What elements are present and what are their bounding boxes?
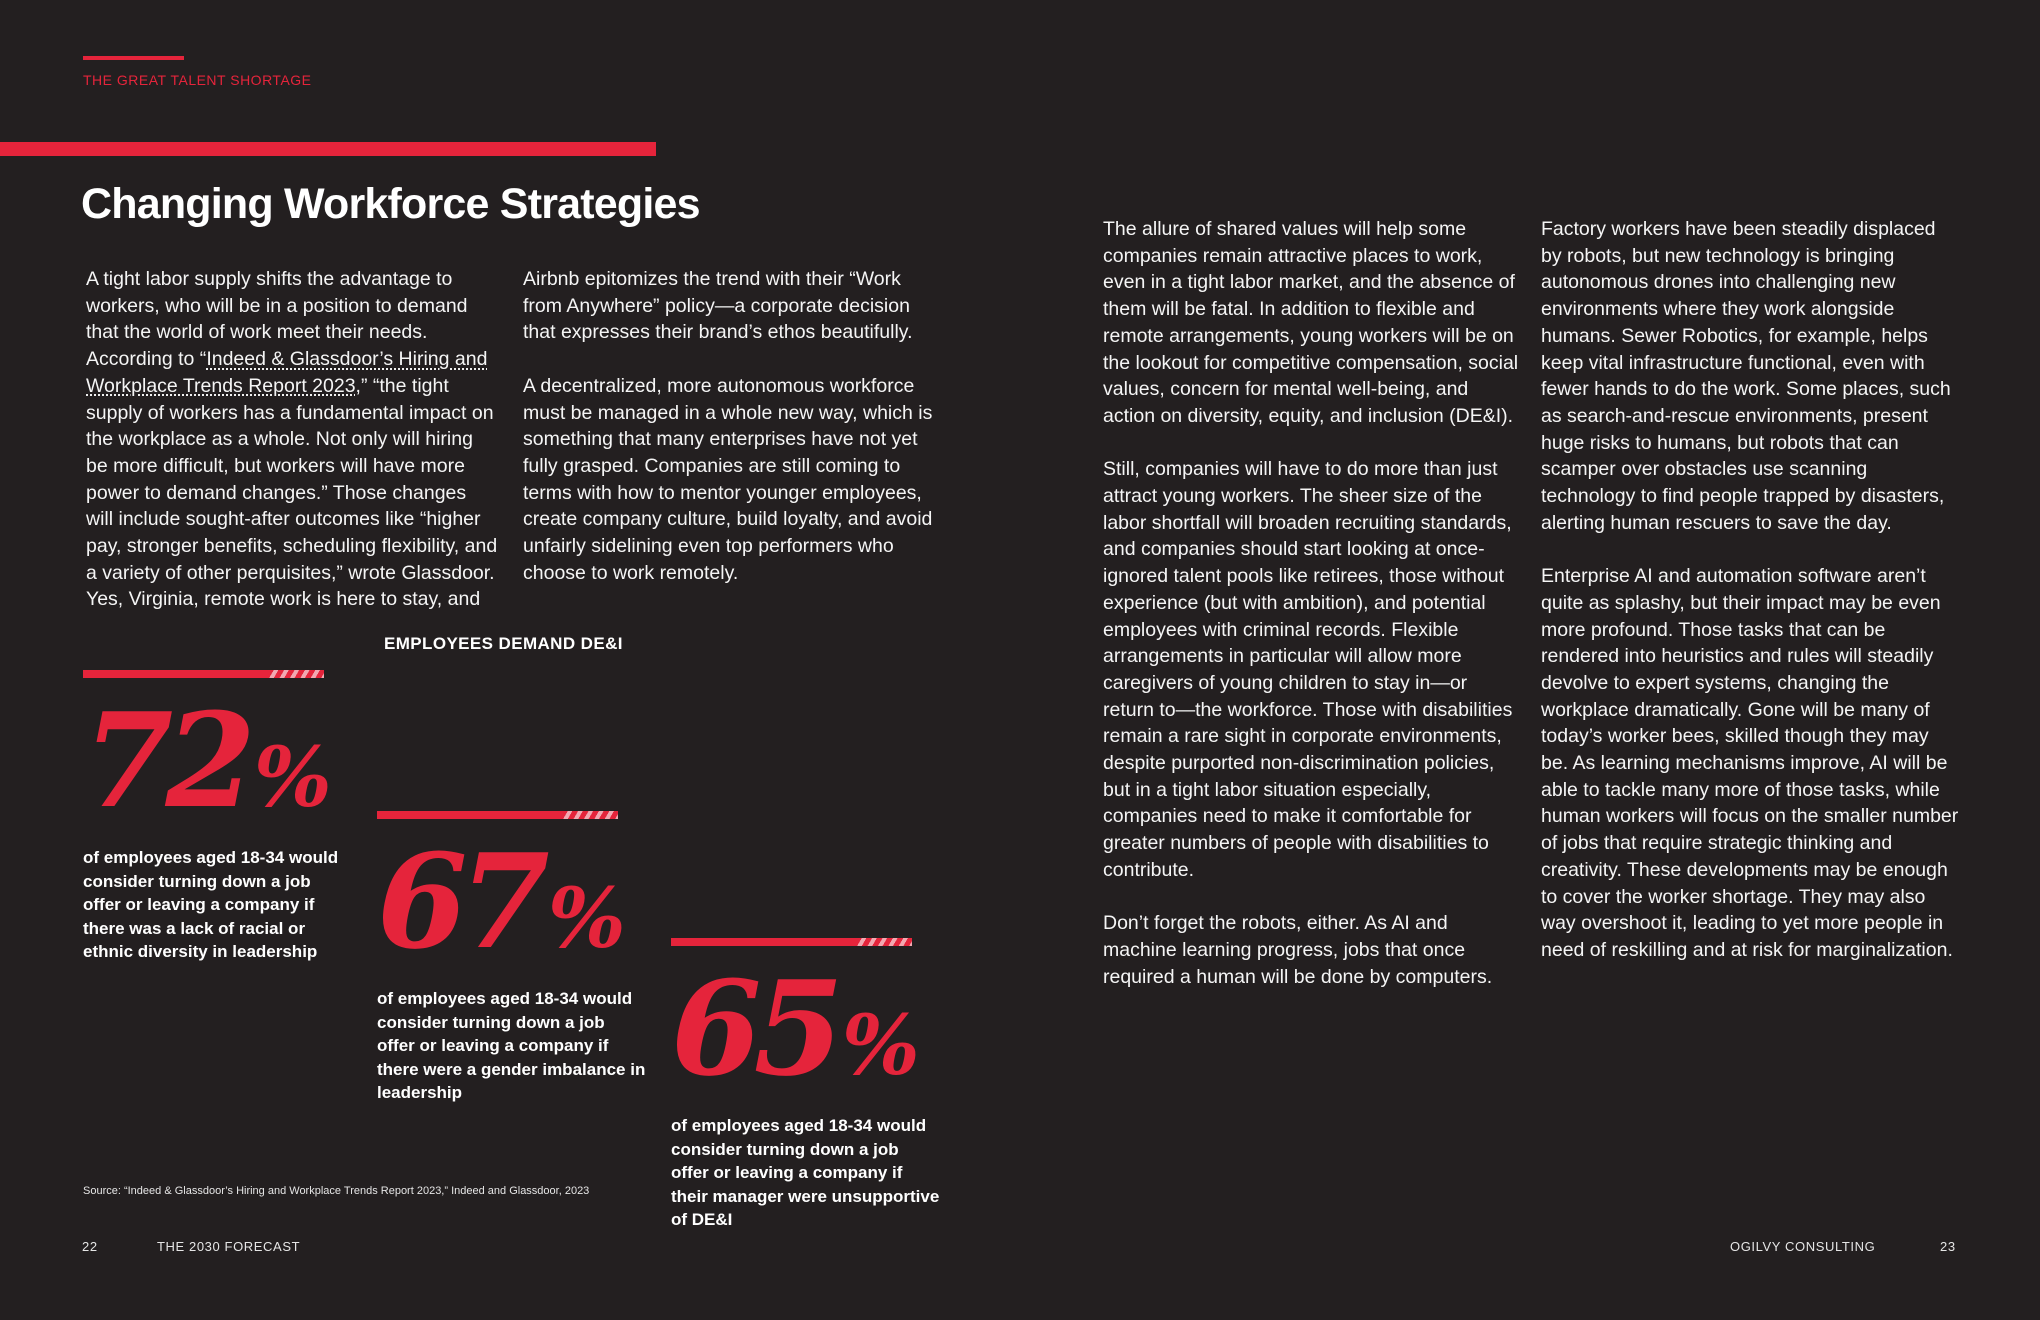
paragraph-text: ,” “the tight supply of workers has a fundamental impact on the workplace as a whole. Not only will hiring be more difficult, but workers will have more power to demand changes.” Those changes will include sought-after outcomes like “higher pay, stronger benefits, scheduling flexibility, and a variety of other perquisites,” wrote Glassdoor. Yes, Virginia, remote work is here to stay, and <box>86 374 498 611</box>
body-column-1 <box>86 266 498 613</box>
stat-72 <box>83 670 353 964</box>
paragraph: Airbnb epitomizes the trend with their “Work from Anywhere” policy—a corporate decision that expresses their brand’s ethos beautifully. <box>523 268 913 344</box>
page-number-right: 23 <box>1940 1239 1956 1254</box>
stat-number: 65 <box>671 952 836 1105</box>
stat-65 <box>671 938 941 1232</box>
paragraph: A decentralized, more autonomous workforce must be managed in a whole new way, which is something that many enterprises have not yet fully grasped. Companies are still coming to terms with how to mentor younger employees, create company culture, build loyalty, and avoid unfairly sidelining even top performers who choose to work remotely. <box>523 374 933 584</box>
chart-title: EMPLOYEES DEMAND DE&I <box>384 634 623 653</box>
section-label: THE GREAT TALENT SHORTAGE <box>83 72 312 88</box>
report-link[interactable]: Indeed & Glassdoor’s Hiring and Workplace Trends Report 2023 <box>86 348 488 397</box>
percent-sign: % <box>841 998 918 1094</box>
stat-67 <box>377 811 647 1105</box>
percent-sign: % <box>253 730 330 826</box>
stat-label: of employees aged 18-34 would consider turning down a job offer or leaving a company if there was a lack of racial or ethnic diversity in leadership <box>83 848 339 961</box>
publication-name-left: THE 2030 FORECAST <box>157 1239 301 1254</box>
section-rule <box>83 56 184 60</box>
stat-rule <box>377 811 618 819</box>
body-column-4 <box>1541 216 1961 964</box>
source-note: Source: “Indeed & Glassdoor’s Hiring and Workplace Trends Report 2023,” Indeed and Glassdoor, 2023 <box>83 1185 590 1197</box>
title-rule <box>0 142 656 156</box>
publication-name-right: OGILVY CONSULTING <box>1730 1239 1876 1254</box>
body-column-3 <box>1103 216 1523 990</box>
page-title: Changing Workforce Strategies <box>81 180 700 228</box>
paragraph: Enterprise AI and automation software aren’t quite as splashy, but their impact may be even more profound. Those tasks that can be rendered into heuristics and rules will steadily devolve to expert systems, changing the workplace dramatically. Gone will be many of today’s worker bees, skilled though they may be. As learning mechanisms improve, AI will be able to tackle many more of those tasks, while human workers will focus on the smaller number of jobs that require strategic thinking and creativity. These developments may be enough to cover the worker shortage. They may also way overshoot it, leading to yet more people in need of reskilling and at risk for marginalization. <box>1541 565 1959 961</box>
paragraph <box>86 266 498 613</box>
stat-value <box>377 825 647 978</box>
stat-label: of employees aged 18-34 would consider turning down a job offer or leaving a company if their manager were unsupportive of DE&I <box>671 1116 940 1229</box>
paragraph-text: A tight labor supply shifts the advantage to workers, who will be in a position to demand that the world of work meet their needs. According to “ <box>86 268 468 371</box>
page-number-left: 22 <box>82 1239 98 1254</box>
paragraph: Factory workers have been steadily displaced by robots, but new technology is bringing autonomous drones into challenging new environments where they work alongside humans. Sewer Robotics, for example, helps keep vital infrastructure functional, even with fewer hands to do the work. Some places, such as search-and-rescue environments, present huge risks to humans, but robots that can scamper over obstacles use scanning technology to find people trapped by disasters, alerting human rescuers to save the day. <box>1541 218 1951 534</box>
paragraph: Don’t forget the robots, either. As AI and machine learning progress, jobs that once required a human will be done by computers. <box>1103 912 1493 988</box>
stat-value <box>671 952 941 1105</box>
body-column-2 <box>523 266 935 586</box>
stat-value <box>83 684 353 837</box>
stat-number: 67 <box>377 825 542 978</box>
stat-label: of employees aged 18-34 would consider turning down a job offer or leaving a company if there were a gender imbalance in leadership <box>377 989 646 1102</box>
stat-rule <box>83 670 324 678</box>
stat-rule <box>671 938 912 946</box>
percent-sign: % <box>547 871 624 967</box>
paragraph: The allure of shared values will help some companies remain attractive places to work, even in a tight labor market, and the absence of them will be fatal. In addition to flexible and remote arrangements, young workers will be on the lookout for competitive compensation, social values, concern for mental well-being, and action on diversity, equity, and inclusion (DE&I). <box>1103 218 1519 427</box>
paragraph: Still, companies will have to do more than just attract young workers. The sheer size of the labor shortfall will broaden recruiting standards, and companies should start looking at once-ignored talent pools like retirees, those without experience (but with ambition), and potential employees with criminal records. Flexible arrangements in particular will allow more caregivers of young children to stay in—or return to—the workforce. Those with disabilities remain a rare sight in corporate environments, despite purported non-discrimination policies, but in a tight labor situation especially, companies need to make it comfortable for greater numbers of people with disabilities to contribute. <box>1103 458 1513 881</box>
stat-number: 72 <box>83 684 248 837</box>
